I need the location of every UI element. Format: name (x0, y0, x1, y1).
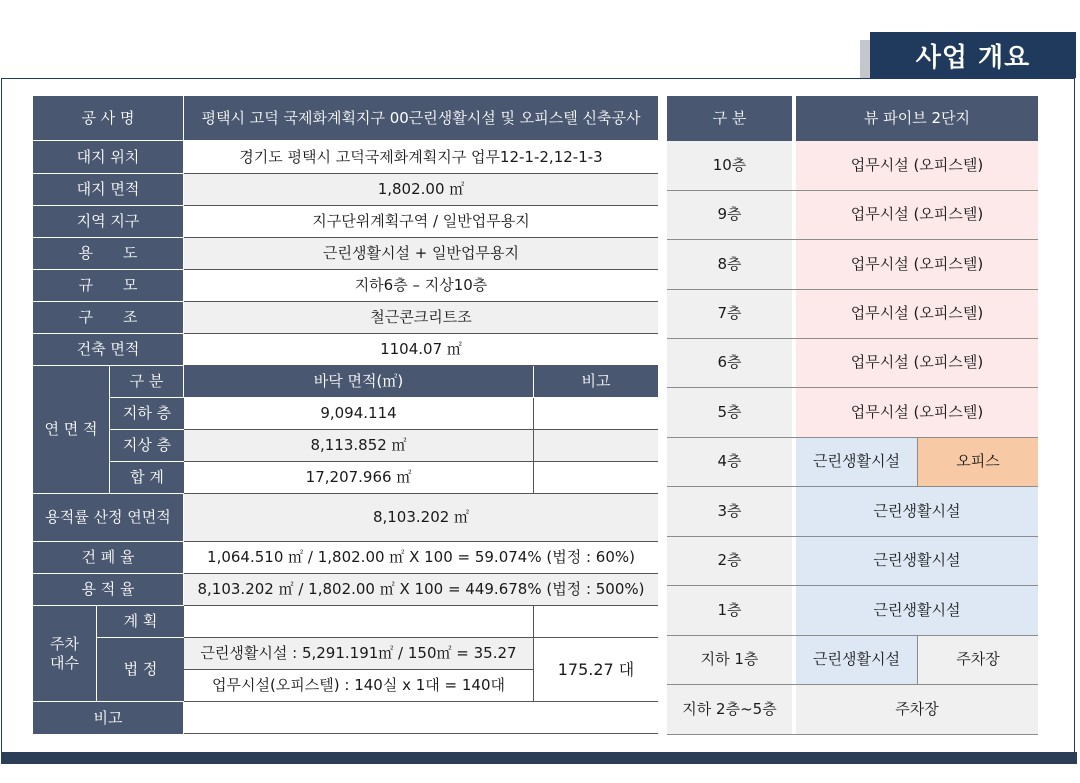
floor-use: 업무시설 (오피스텔) (796, 239, 1038, 289)
floor-use: 업무시설 (오피스텔) (796, 289, 1038, 338)
gfa-total-label: 합 계 (110, 462, 184, 494)
building-area-value: 1104.07 ㎡ (184, 334, 658, 366)
floor-label: 6층 (667, 338, 792, 387)
parking-plan-label: 계 획 (97, 606, 184, 638)
floor-use: 업무시설 (오피스텔) (796, 141, 1038, 190)
floor-use-office: 오피스 (917, 437, 1038, 486)
row-divider (667, 585, 1038, 586)
row-divider (667, 239, 1038, 240)
bcr-value: 1,064.510 ㎡ / 1,802.00 ㎡ X 100 = 59.074% (법정 : 60%) (184, 542, 658, 574)
floor-label: 지하 2층~5층 (667, 684, 792, 734)
floor-header: 구 분 (667, 96, 792, 141)
gfa-basement-label: 지하 층 (110, 398, 184, 430)
row-divider (667, 289, 1038, 290)
floor-label: 1층 (667, 585, 792, 635)
floor-use: 업무시설 (오피스텔) (796, 387, 1038, 437)
floor-use: 근린생활시설 (796, 536, 1038, 585)
floor-use-retail: 근린생활시설 (796, 437, 917, 486)
floor-use: 근린생활시설 (796, 585, 1038, 635)
far-gfa-value: 8,103.202 ㎡ (184, 494, 658, 542)
scale-value: 지하6층 – 지상10층 (184, 270, 658, 302)
gfa-total-remark (534, 462, 658, 494)
remark-label: 비고 (33, 702, 183, 734)
gfa-above-ground-remark (534, 430, 658, 462)
gfa-above-ground-value: 8,113.852 ㎡ (184, 430, 534, 462)
gfa-remark-header: 비고 (534, 366, 658, 398)
floor-label: 10층 (667, 141, 792, 190)
site-area-value: 1,802.00 ㎡ (184, 174, 658, 206)
use-label: 용 도 (33, 238, 183, 270)
parking-legal-retail: 근린생활시설 : 5,291.191㎡ / 150㎡ = 35.27 (184, 638, 534, 670)
section-title: 사업 개요 (870, 32, 1076, 78)
gfa-basement-remark (534, 398, 658, 430)
parking-plan-remark (534, 606, 658, 638)
parking-label-line2: 대수 (50, 653, 79, 672)
floor-label: 지하 1층 (667, 635, 792, 684)
floor-use: 업무시설 (오피스텔) (796, 190, 1038, 239)
floor-label: 2층 (667, 536, 792, 585)
floor-use-retail: 근린생활시설 (796, 635, 917, 684)
site-location-value: 경기도 평택시 고덕국제화계획지구 업무12-1-2,12-1-3 (184, 141, 658, 174)
parking-plan-value (184, 606, 534, 638)
building-name-header: 뷰 파이브 2단지 (796, 96, 1038, 141)
use-value: 근린생활시설 + 일반업무용지 (184, 238, 658, 270)
gfa-category-header: 구 분 (110, 366, 184, 398)
gfa-total-value: 17,207.966 ㎡ (184, 462, 534, 494)
remark-value (184, 702, 658, 734)
row-divider (667, 387, 1038, 388)
row-divider (667, 338, 1038, 339)
zone-value: 지구단위계획구역 / 일반업무용지 (184, 206, 658, 238)
parking-label (33, 606, 97, 702)
floor-label: 9층 (667, 190, 792, 239)
parking-label-line1: 주차 (50, 634, 79, 653)
floor-label: 3층 (667, 486, 792, 536)
far-value: 8,103.202 ㎡ / 1,802.00 ㎡ X 100 = 449.678% (법정 : 500%) (184, 574, 658, 606)
row-divider (667, 190, 1038, 191)
structure-label: 구 조 (33, 302, 183, 334)
floor-use: 근린생활시설 (796, 486, 1038, 536)
row-divider (667, 635, 1038, 636)
site-location-label: 대지 위치 (33, 141, 183, 174)
floor-use: 업무시설 (오피스텔) (796, 338, 1038, 387)
row-divider (667, 486, 1038, 487)
parking-legal-label: 법 정 (97, 638, 184, 702)
far-gfa-label: 용적률 산정 연면적 (33, 494, 183, 542)
bcr-label: 건 폐 율 (33, 542, 183, 574)
building-area-label: 건축 면적 (33, 334, 183, 366)
parking-total: 175.27 대 (534, 638, 658, 702)
floor-label: 8층 (667, 239, 792, 289)
floor-label: 5층 (667, 387, 792, 437)
far-label: 용 적 율 (33, 574, 183, 606)
floor-label: 4층 (667, 437, 792, 486)
footer-bar (1, 752, 1077, 764)
project-name-label: 공 사 명 (33, 96, 183, 141)
structure-value: 철근콘크리트조 (184, 302, 658, 334)
site-area-label: 대지 면적 (33, 174, 183, 206)
gfa-above-ground-label: 지상 층 (110, 430, 184, 462)
row-divider (667, 734, 1038, 735)
gfa-floor-area-header: 바닥 면적(㎡) (184, 366, 534, 398)
project-name-value: 평택시 고덕 국제화계획지구 00근린생활시설 및 오피스텔 신축공사 (184, 96, 658, 141)
zone-label: 지역 지구 (33, 206, 183, 238)
row-divider (667, 536, 1038, 537)
floor-use: 주차장 (796, 684, 1038, 734)
row-divider (667, 684, 1038, 685)
row-divider (667, 437, 1038, 438)
scale-label: 규 모 (33, 270, 183, 302)
parking-legal-office: 업무시설(오피스텔) : 140실 x 1대 = 140대 (184, 670, 534, 702)
gfa-label: 연 면 적 (33, 366, 110, 494)
floor-use-parking: 주차장 (917, 635, 1038, 684)
gfa-basement-value: 9,094.114 (184, 398, 534, 430)
floor-label: 7층 (667, 289, 792, 338)
